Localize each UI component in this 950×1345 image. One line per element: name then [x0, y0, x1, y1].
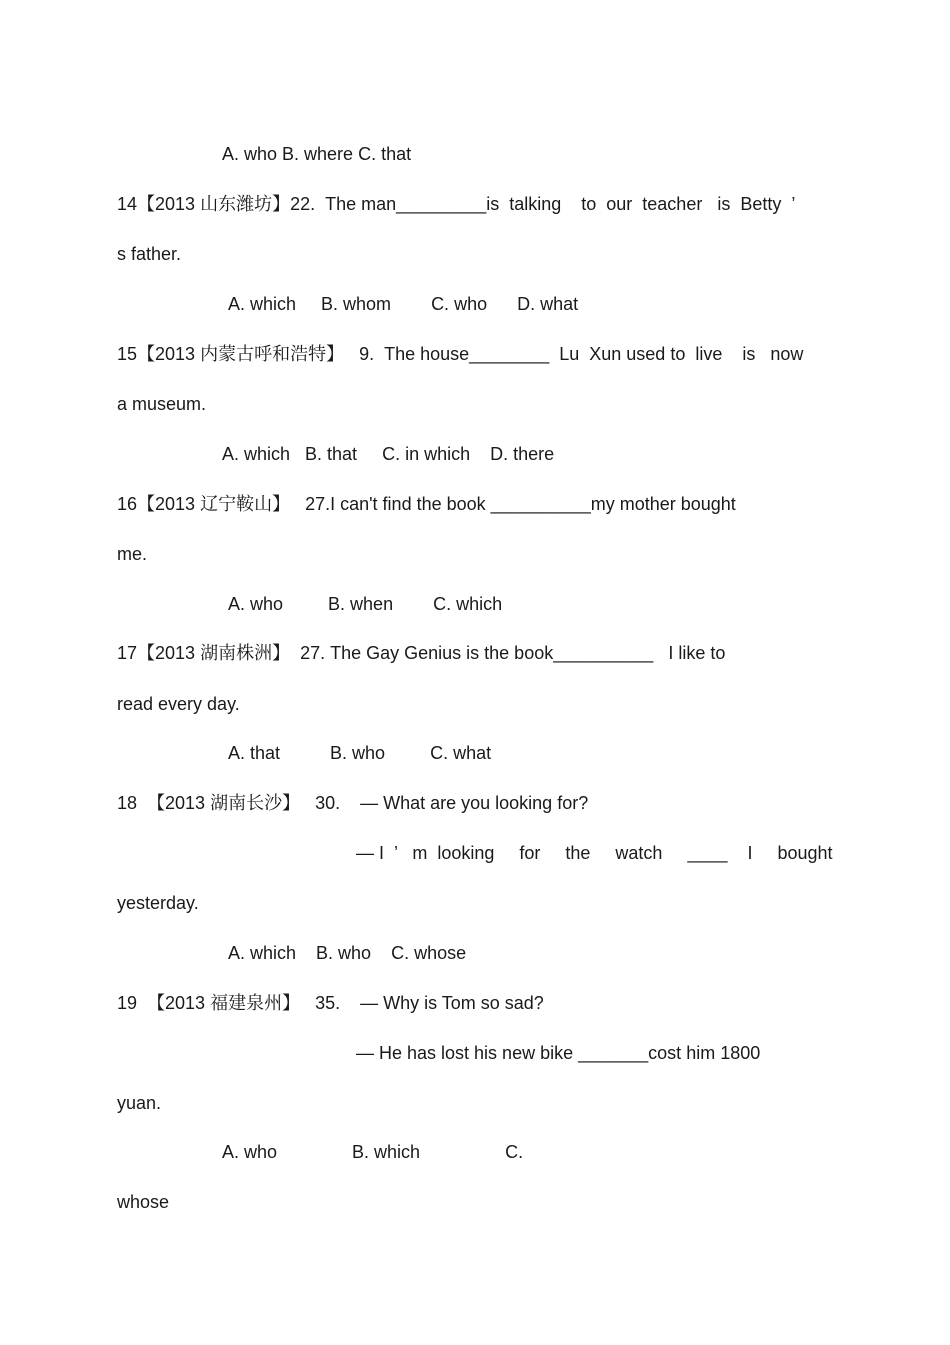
question-17-line-2: read every day. [117, 694, 240, 714]
options-19-continued: whose [117, 1192, 170, 1212]
options-19: A. who B. which C. [222, 1142, 524, 1162]
question-14-line-2: s father. [117, 244, 182, 264]
options-14: A. which B. whom C. who D. what [228, 294, 579, 314]
options-line-13: A. who B. where C. that [222, 144, 412, 164]
options-18: A. which B. who C. whose [228, 943, 467, 963]
question-19-line-3: yuan. [117, 1093, 162, 1113]
question-18-line-3: yesterday. [117, 893, 199, 913]
question-18-line-1: 18 【2013 湖南长沙】 30. — What are you looking for? [117, 793, 589, 813]
question-17-line-1: 17【2013 湖南株洲】 27. The Gay Genius is the book__________ I like to [117, 643, 726, 663]
question-16-line-2: me. [117, 544, 148, 564]
options-15: A. which B. that C. in which D. there [222, 444, 555, 464]
question-14-line-1: 14【2013 山东潍坊】22. The man_________is talking to our teacher is Betty ’ [117, 194, 796, 214]
question-15-line-2: a museum. [117, 394, 207, 414]
question-15-line-1: 15【2013 内蒙古呼和浩特】 9. The house________ Lu Xun used to live is now [117, 344, 804, 364]
options-16: A. who B. when C. which [228, 594, 503, 614]
question-18-line-2: — I ’ m looking for the watch ____ I bought [356, 843, 833, 863]
options-17: A. that B. who C. what [228, 743, 492, 763]
question-16-line-1: 16【2013 辽宁鞍山】 27.I can't find the book __________my mother bought [117, 494, 736, 514]
question-19-line-2: — He has lost his new bike _______cost him 1800 [356, 1043, 761, 1063]
question-19-line-1: 19 【2013 福建泉州】 35. — Why is Tom so sad? [117, 993, 544, 1013]
